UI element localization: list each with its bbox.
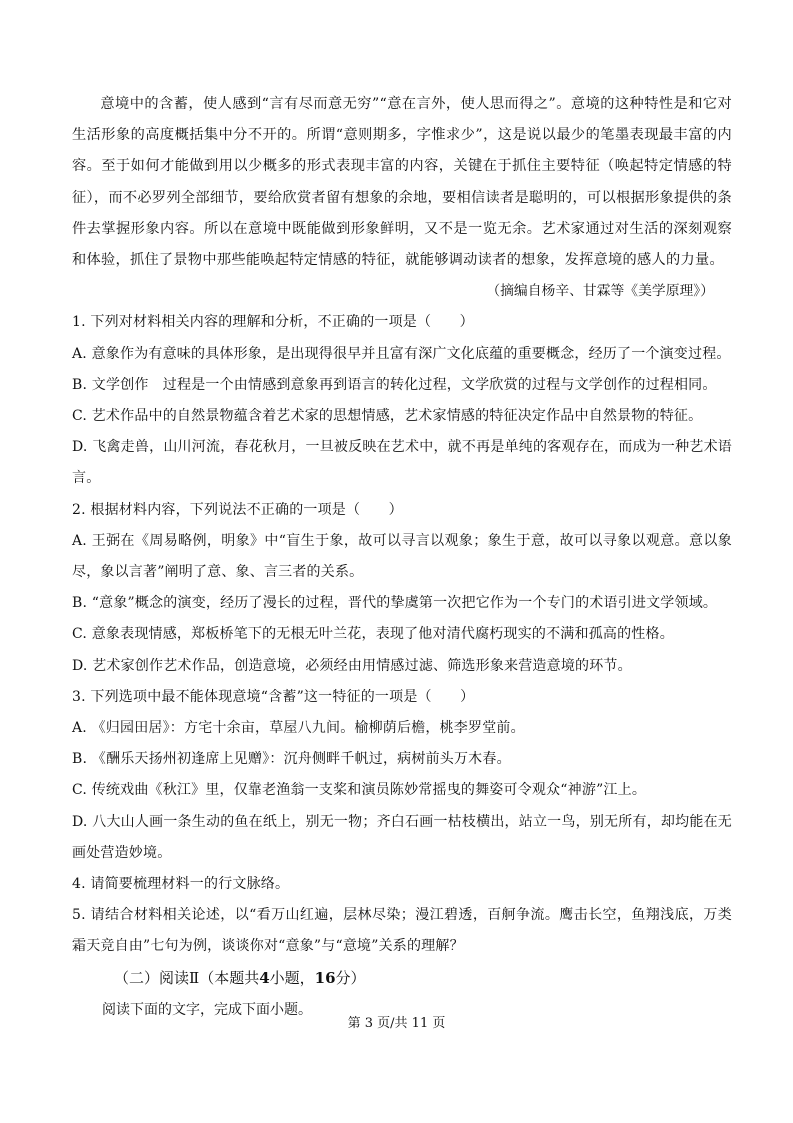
section-mid: 小题， bbox=[269, 968, 315, 987]
option-d: D. 艺术家创作艺术作品，创造意境，必须经由用情感过滤、筛选形象来营造意境的环节。 bbox=[72, 657, 632, 674]
option-d: D. 飞禽走兽，山川河流，春花秋月，一旦被反映在艺术中，就不再是单纯的客观存在，而成为一种艺术语言。 bbox=[72, 439, 732, 487]
option-b: B. “意象”概念的演变，经历了漫长的过程，晋代的挚虞第一次把它作为一个专门的术语引进文学领域。 bbox=[72, 595, 718, 612]
question-2 bbox=[72, 495, 732, 682]
option-c: C. 意象表现情感，郑板桥笔下的无根无叶兰花，表现了他对清代腐朽现实的不满和孤高的性格。 bbox=[72, 626, 674, 643]
passage-source: （摘编自杨辛、甘霖等《美学原理》） bbox=[486, 283, 714, 300]
option-d: D. 八大山人画一条生动的鱼在纸上，别无一物；齐白石画一枯枝横出，站立一鸟，别无所有，却均能在无画处营造妙境。 bbox=[72, 813, 732, 861]
question-stem: 1. 下列对材料相关内容的理解和分析，不正确的一项是（ ） bbox=[72, 314, 474, 331]
question-5 bbox=[72, 900, 732, 962]
option-a: A. 《归园田居》：方宅十余亩，草屋八九间。榆柳荫后檐，桃李罗堂前。 bbox=[72, 720, 525, 737]
option-c: C. 传统戏曲《秋江》里，仅靠老渔翁一支桨和演员陈妙常摇曳的舞姿可令观众“神游”江上。 bbox=[72, 782, 647, 799]
option-c: C. 艺术作品中的自然景物蕴含着艺术家的思想情感，艺术家情感的特征决定作品中自然景物的特征。 bbox=[72, 408, 703, 425]
question-1 bbox=[72, 307, 732, 494]
option-b: B. 文学创作 过程是一个由情感到意象再到语言的转化过程，文学欣赏的过程与文学创作的过程相同。 bbox=[72, 376, 717, 393]
section-question-count: 4 bbox=[259, 968, 270, 987]
question-stem: 3. 下列选项中最不能体现意境“含蓄”这一特征的一项是（ ） bbox=[72, 688, 475, 705]
question-3 bbox=[72, 682, 732, 869]
option-a: A. 意象作为有意味的具体形象，是出现得很早并且富有深广文化底蕴的重要概念，经历了一个演变过程。 bbox=[72, 345, 731, 362]
question-4 bbox=[72, 869, 732, 900]
section-suffix: 分） bbox=[335, 968, 366, 987]
section-prefix: （二）阅读Ⅱ（本题共 bbox=[114, 968, 260, 987]
option-b: B. 《酬乐天扬州初逢席上见赠》：沉舟侧畔千帆过，病树前头万木春。 bbox=[72, 751, 511, 768]
page-content bbox=[72, 89, 732, 1025]
question-stem: 5. 请结合材料相关论述，以“看万山红遍，层林尽染；漫江碧透，百舸争流。鹰击长空，鱼翔浅底，万类霜天竞自由”七句为例，谈谈你对“意象”与“意境”关系的理解？ bbox=[72, 907, 732, 955]
section-instruction: 阅读下面的文字，完成下面小题。 bbox=[102, 1001, 312, 1018]
question-stem: 4. 请简要梳理材料一的行文脉络。 bbox=[72, 876, 290, 893]
section-heading bbox=[72, 963, 732, 993]
option-a: A. 王弼在《周易略例，明象》中“盲生于象，故可以寻言以观象；象生于意，故可以寻象以观意。意以象尽，象以言著”阐明了意、象、言三者的关系。 bbox=[72, 532, 732, 581]
page-footer: 第 3 页/共 11 页 bbox=[347, 1016, 446, 1031]
passage-paragraph: 意境中的含蓄，使人感到“言有尽而意无穷”“意在言外，使人思而得之”。意境的这种特性是和它对生活形象的高度概括集中分不开的。所谓“意则期多，字惟求少”，这是说以最少的笔墨表现最丰富的内容。至于如何才能做到用以少概多的形式表现丰富的内容，关键在于抓住主要特征（唤起特定情感的特征），而不必罗列全部细节，要给欣赏者留有想象的余地，要相信读者是聪明的，可以根据形象提供的条件去掌握形象内容。所以在意境中既能做到形象鲜明，又不是一览无余。艺术家通过对生活的深刻观察和体验，抓住了景物中那些能唤起特定情感的特征，就能够调动读者的想象，发挥意境的感人的力量。 bbox=[72, 96, 732, 269]
section-points: 16 bbox=[314, 968, 336, 987]
question-stem: 2. 根据材料内容，下列说法不正确的一项是（ ） bbox=[72, 501, 403, 518]
